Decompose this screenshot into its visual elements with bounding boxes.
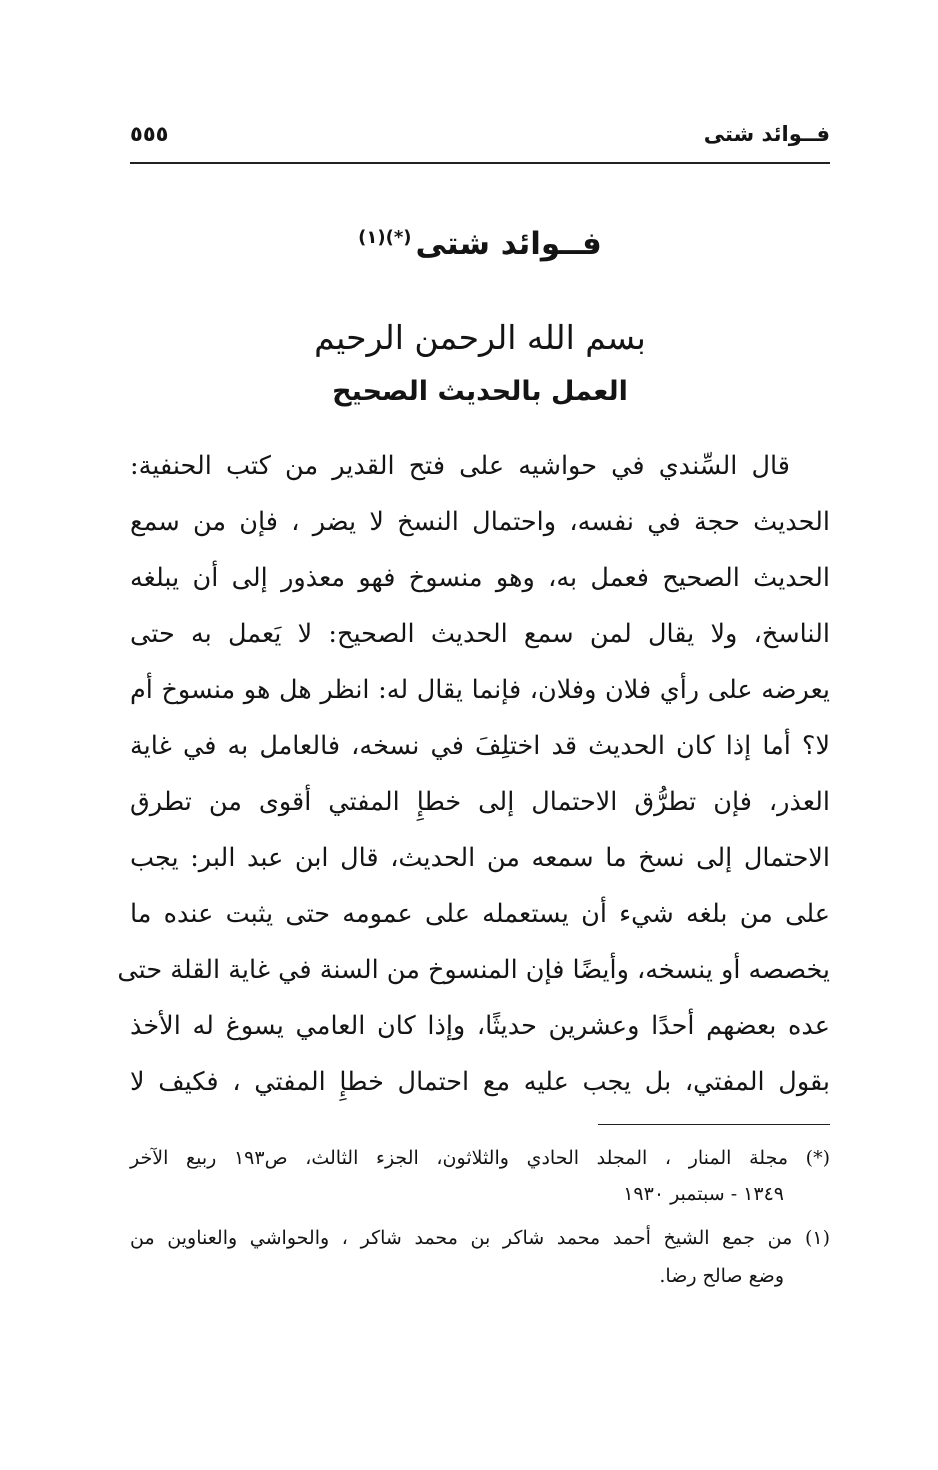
- section-heading: العمل بالحديث الصحيح: [332, 376, 628, 407]
- body-line: قال السِّندي في حواشيه على فتح القدير من كتب الحنفية:: [130, 451, 790, 481]
- body-line: الناسخ، ولا يقال لمن سمع الحديث الصحيح: لا يَعمل به حتى: [130, 619, 830, 649]
- header-rule: [130, 162, 830, 164]
- footnote-rule: [598, 1124, 830, 1125]
- running-header: [130, 122, 830, 156]
- body-line: بقول المفتي، بل يجب عليه مع احتمال خطإِ المفتي ، فكيف لا: [130, 1067, 830, 1097]
- footnote-editor-line: (١) من جمع الشيخ أحمد محمد شاكر بن محمد شاكر ، والحواشي والعناوين من: [130, 1227, 831, 1249]
- body-line: على من بلغه شيء أن يستعمله على عمومه حتى يثبت عنده ما: [130, 899, 830, 929]
- body-line: الحديث حجة في نفسه، واحتمال النسخ لا يضر ، فإن من سمع: [130, 507, 830, 537]
- article-title-text: فــوائد شتى: [415, 226, 602, 262]
- basmala: بسم الله الرحمن الرحيم: [314, 318, 646, 357]
- body-line: عده بعضهم أحدًا وعشرين حديثًا، وإذا كان العامي يسوغ له الأخذ: [130, 1011, 830, 1041]
- body-line: يخصصه أو ينسخه، وأيضًا فإن المنسوخ من السنة في غاية القلة حتى: [117, 955, 830, 985]
- running-title: فــوائد شتى: [703, 122, 830, 146]
- body-line: الاحتمال إلى نسخ ما سمعه من الحديث، قال ابن عبد البر: يجب: [130, 843, 830, 873]
- body-line: العذر، فإن تطرُّق الاحتمال إلى خطإِ المفتي أقوى من تطرق: [130, 787, 830, 817]
- body-line: لا؟ أما إذا كان الحديث قد اختلِفَ في نسخه، فالعامل به في غاية: [130, 731, 830, 761]
- body-line: يعرضه على رأي فلان وفلان، فإنما يقال له: انظر هل هو منسوخ أم: [130, 675, 830, 705]
- article-title: [130, 226, 830, 262]
- page-number: ٥٥٥: [130, 122, 169, 146]
- title-footnote-marks: (*)(١): [358, 226, 412, 248]
- footnote-source-date: ١٣٤٩ - سبتمبر ١٩٣٠: [623, 1183, 784, 1205]
- body-line: الحديث الصحيح فعمل به، وهو منسوخ فهو معذور إلى أن يبلغه: [130, 563, 830, 593]
- footnote-editor-continuation: وضع صالح رضا.: [659, 1265, 784, 1287]
- footnote-source-line: (*) مجلة المنار ، المجلد الحادي والثلاثون، الجزء الثالث، ص١٩٣ ربيع الآخر: [130, 1147, 830, 1169]
